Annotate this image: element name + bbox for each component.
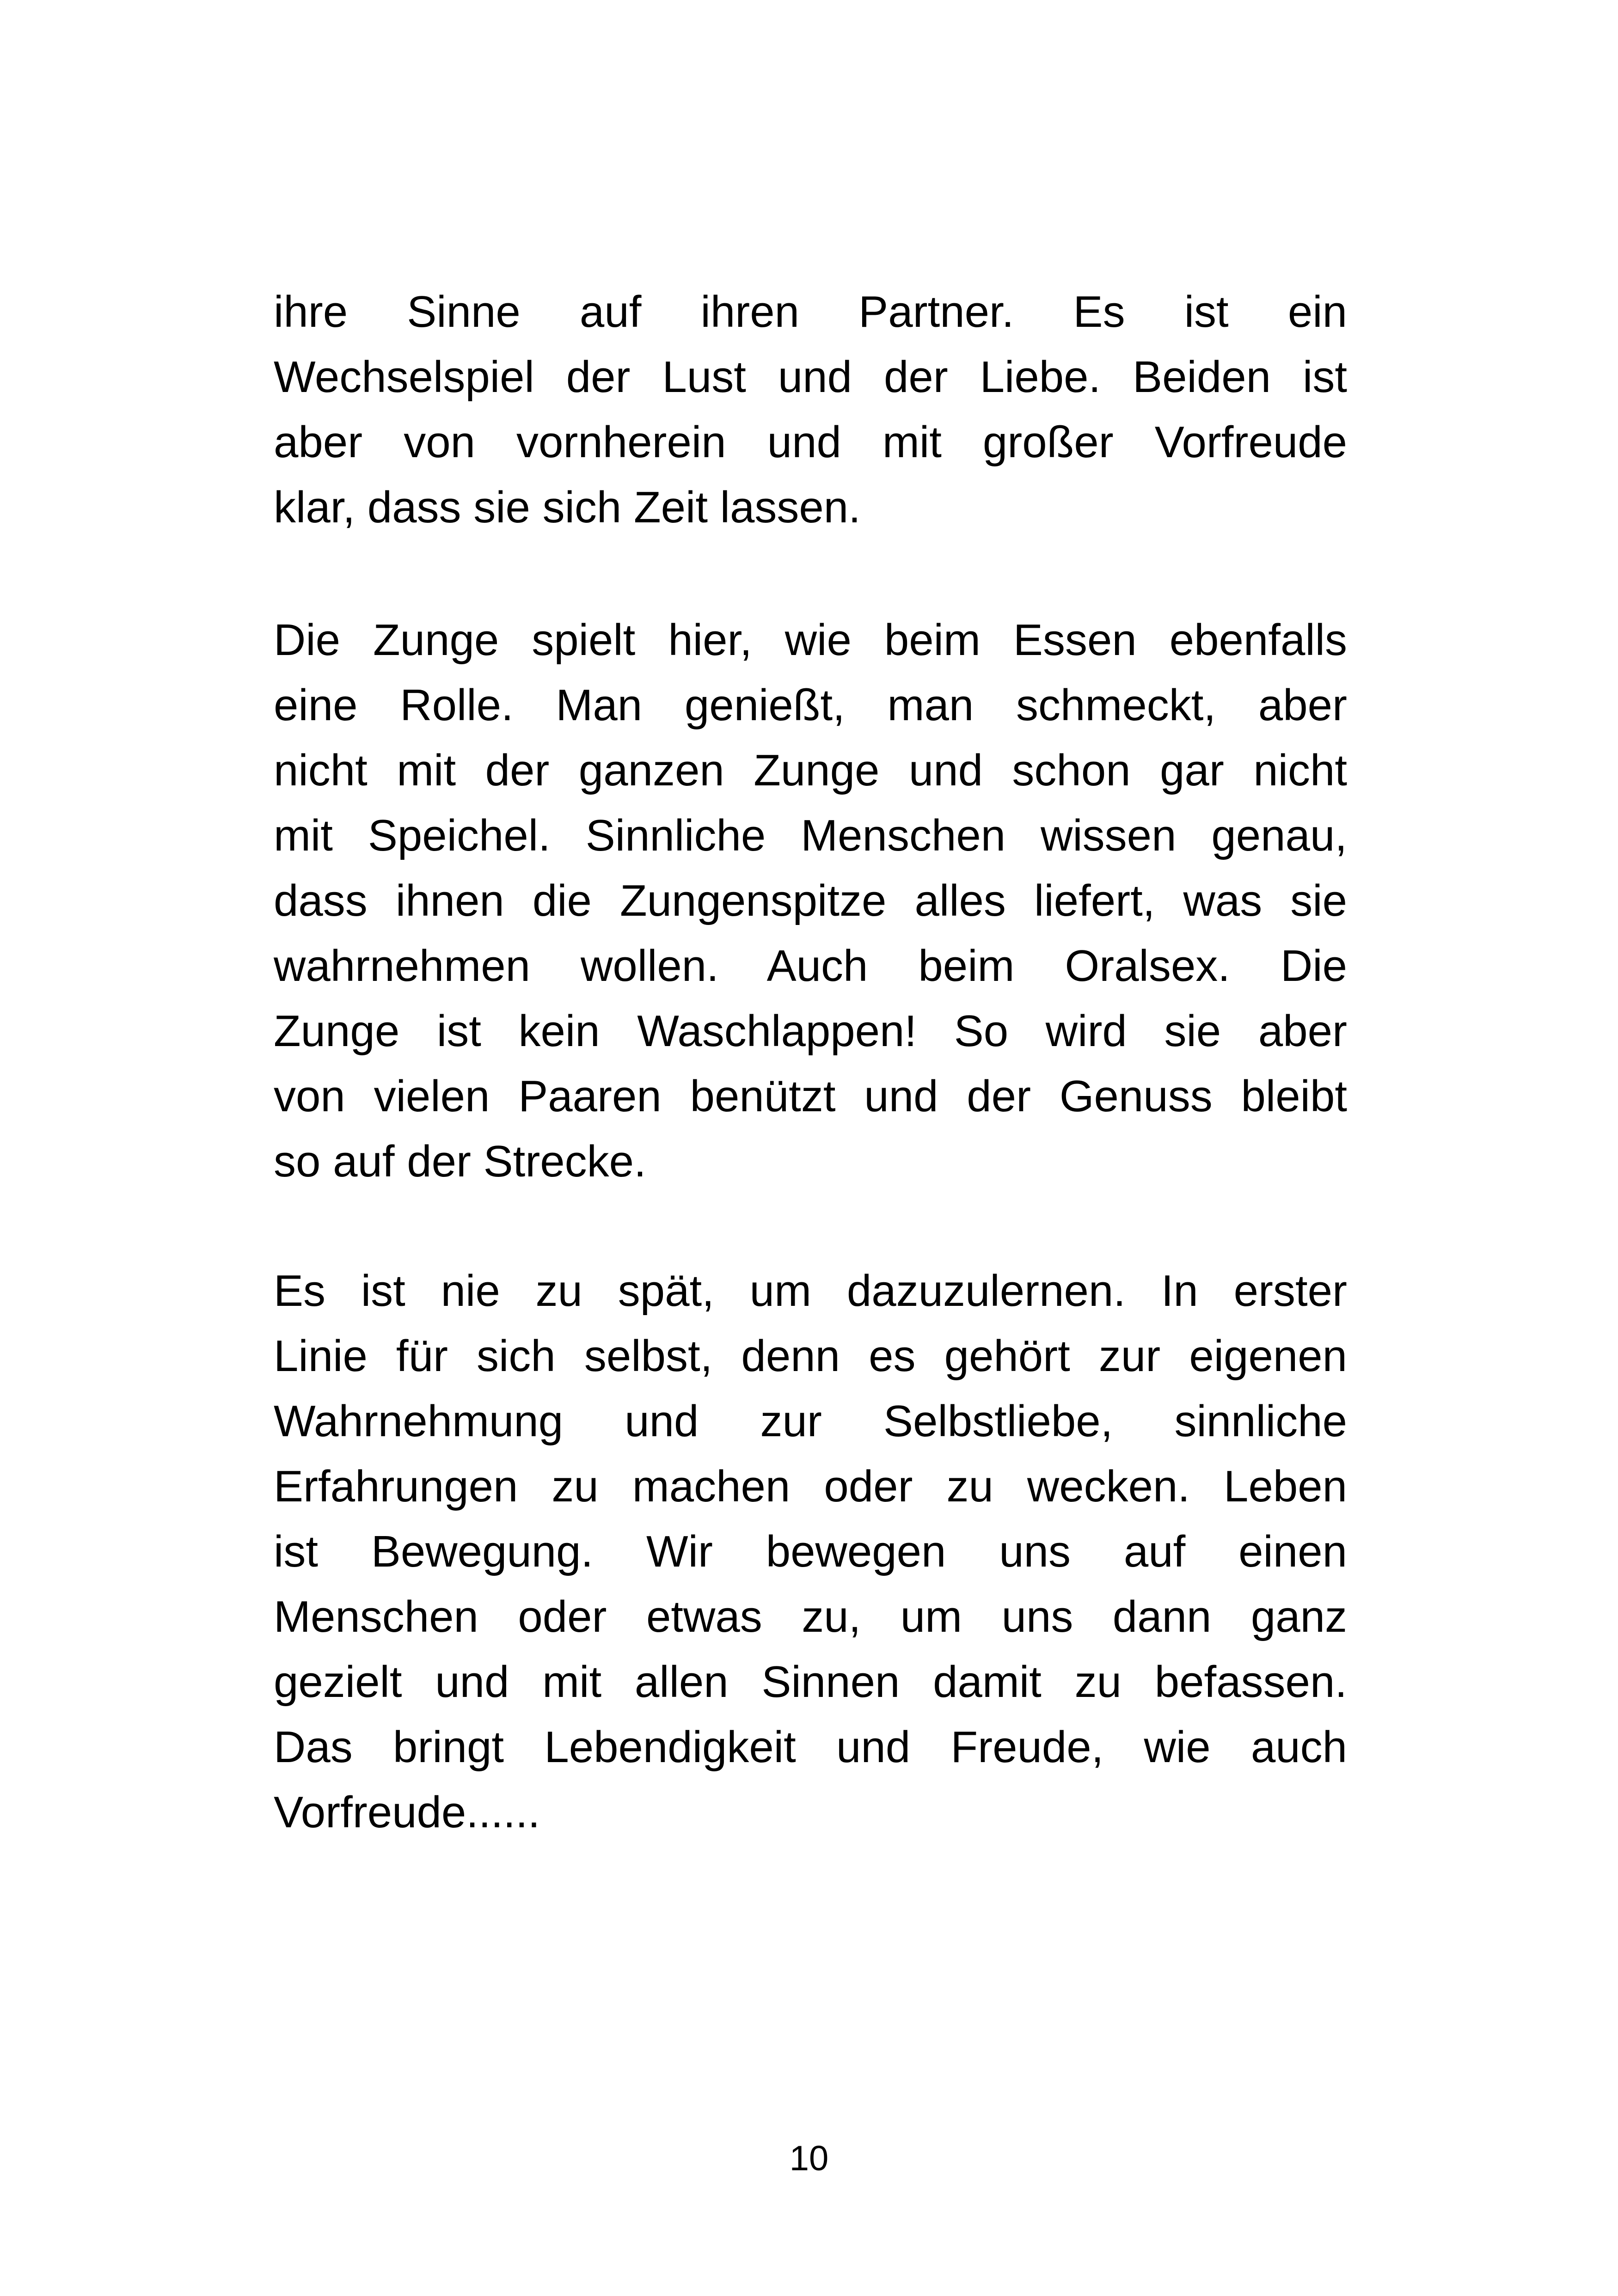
paragraph-line: Erfahrungen zu machen oder zu wecken. Leben bbox=[274, 1462, 1347, 1511]
paragraph-line: Linie für sich selbst, denn es gehört zur eigenen bbox=[274, 1331, 1347, 1381]
page-number: 10 bbox=[789, 2139, 829, 2178]
paragraph-line: von vielen Paaren benützt und der Genuss bleibt bbox=[274, 1071, 1347, 1121]
paragraph-line: Die Zunge spielt hier, wie beim Essen ebenfalls bbox=[274, 615, 1347, 665]
paragraph-line: Es ist nie zu spät, um dazuzulernen. In erster bbox=[274, 1266, 1347, 1316]
paragraph-line: so auf der Strecke. bbox=[274, 1137, 646, 1186]
paragraph-line: Zunge ist kein Waschlappen! So wird sie aber bbox=[274, 1006, 1347, 1056]
paragraph-line: ist Bewegung. Wir bewegen uns auf einen bbox=[274, 1527, 1347, 1576]
paragraph-3 bbox=[274, 1258, 1347, 1845]
paragraph-line: wahrnehmen wollen. Auch beim Oralsex. Die bbox=[274, 941, 1347, 991]
paragraph-1 bbox=[274, 279, 1347, 540]
paragraph-line: aber von vornherein und mit großer Vorfreude bbox=[274, 417, 1347, 467]
paragraph-2 bbox=[274, 607, 1347, 1194]
paragraph-line: nicht mit der ganzen Zunge und schon gar nicht bbox=[274, 746, 1347, 795]
paragraph-line: dass ihnen die Zungenspitze alles liefert, was sie bbox=[274, 876, 1347, 925]
paragraph-line: mit Speichel. Sinnliche Menschen wissen genau, bbox=[274, 811, 1347, 860]
paragraph-line: Wahrnehmung und zur Selbstliebe, sinnliche bbox=[274, 1396, 1347, 1446]
paragraph-line: Menschen oder etwas zu, um uns dann ganz bbox=[274, 1592, 1347, 1641]
paragraph-line: ihre Sinne auf ihren Partner. Es ist ein bbox=[274, 287, 1347, 337]
paragraph-line: Vorfreude...... bbox=[274, 1788, 540, 1837]
paragraph-line: Wechselspiel der Lust und der Liebe. Beiden ist bbox=[274, 352, 1347, 402]
paragraph-line: klar, dass sie sich Zeit lassen. bbox=[274, 483, 861, 532]
paragraph-line: eine Rolle. Man genießt, man schmeckt, aber bbox=[274, 680, 1347, 730]
paragraph-line: Das bringt Lebendigkeit und Freude, wie auch bbox=[274, 1722, 1347, 1772]
paragraph-line: gezielt und mit allen Sinnen damit zu befassen. bbox=[274, 1657, 1347, 1707]
